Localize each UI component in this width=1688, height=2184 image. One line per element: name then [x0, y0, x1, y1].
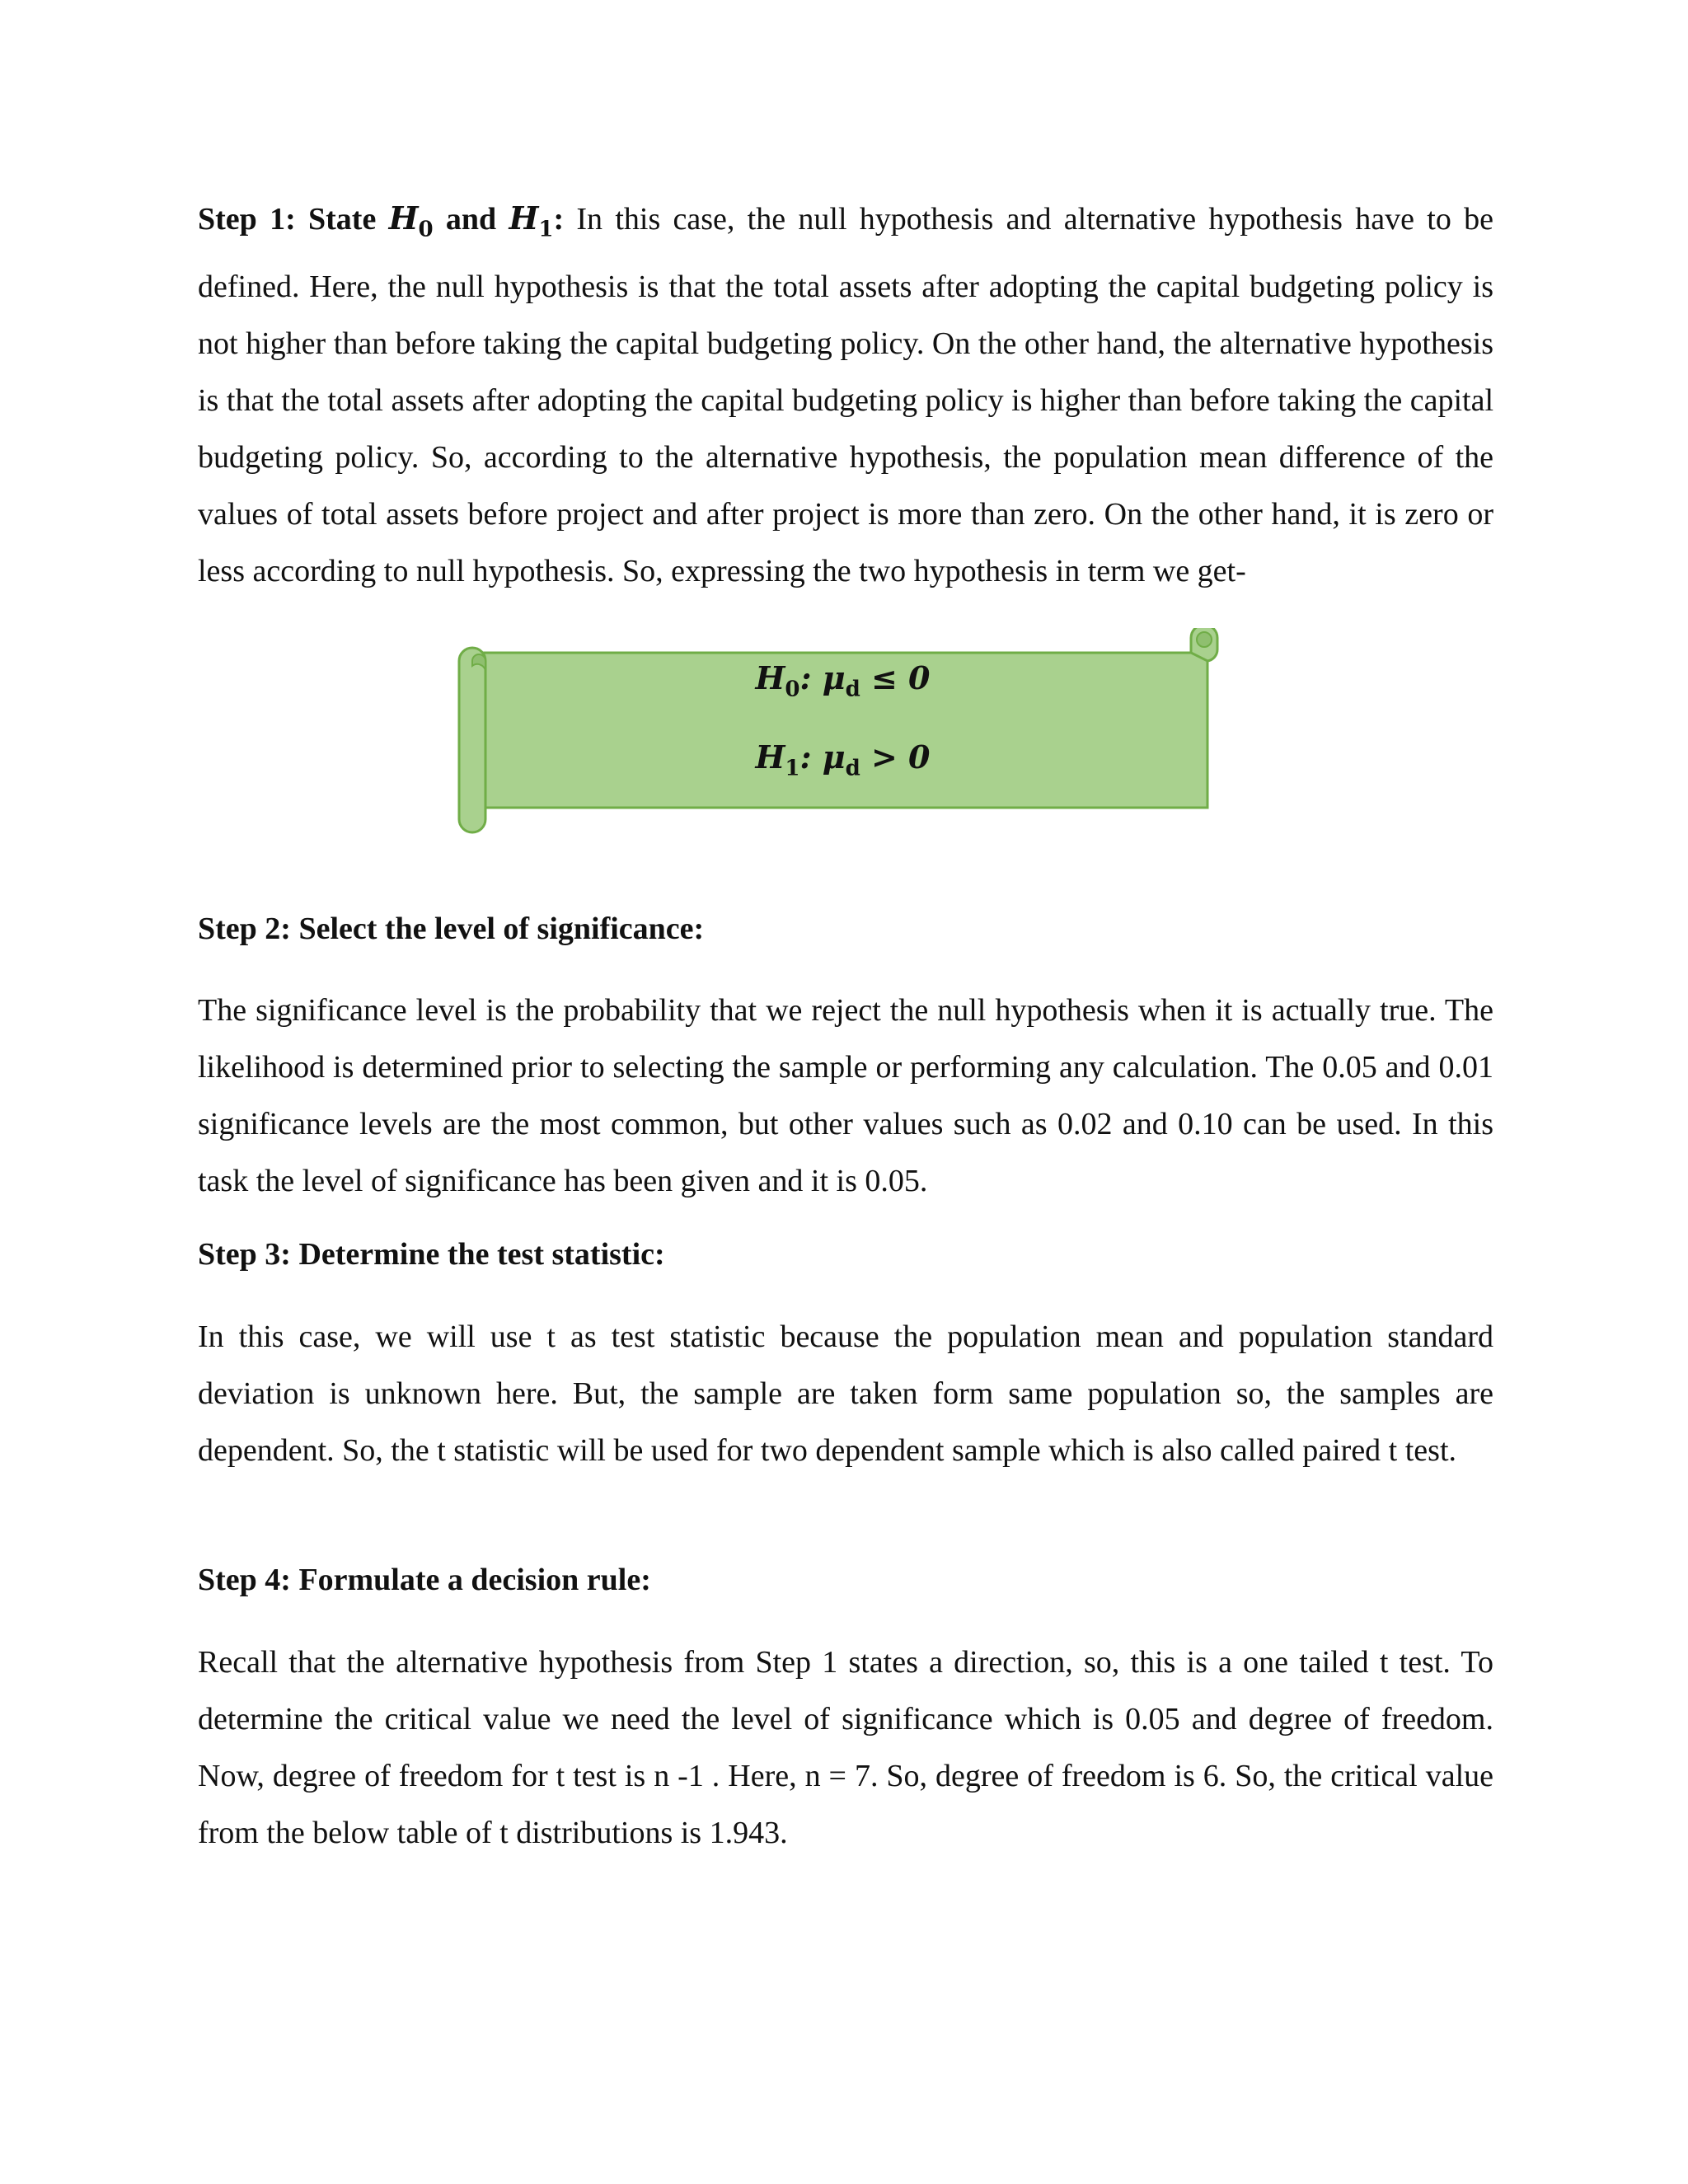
- step2-body: The significance level is the probability that we reject the null hypothesis when it is actually true. The likelihood is determined prior to selecting the sample or performing any calculation. The 0.05 and 0.01 significance levels are the most common, but other values such as 0.02 and 0.10 can be used. In this task the level of significance has been given and it is 0.05.: [198, 993, 1493, 1198]
- step1-heading-prefix: Step 1: State: [198, 202, 389, 237]
- alt-hyp-relation: > 0: [860, 738, 931, 776]
- step2-heading: Step 2: Select the level of significance:: [198, 912, 705, 946]
- null-hyp-mu-sub: d: [845, 677, 860, 702]
- step1-h0-letter: H: [388, 199, 419, 237]
- alt-hyp-sub: 1: [785, 756, 800, 781]
- scroll-right-curl-inner: [1197, 632, 1212, 647]
- null-hyp-var: H: [755, 659, 785, 696]
- null-hyp-mu: : μ: [799, 659, 846, 696]
- null-hypothesis: [457, 659, 1228, 702]
- null-hyp-sub: 0: [785, 677, 800, 702]
- step3-heading: Step 3: Determine the test statistic:: [198, 1237, 665, 1272]
- step3-body: In this case, we will use t as test statistic because the population mean and population standard deviation is unknown here. But, the sample are taken form same population so, the samples are dependent. So, the t statistic will be used for two dependent sample which is also called paired t test.: [198, 1319, 1493, 1468]
- alt-hyp-var: H: [755, 738, 785, 776]
- step1-h1-symbol: [509, 199, 554, 242]
- step1-body: In this case, the null hypothesis and alternative hypothesis have to be defined. Here, the null hypothesis is that the total assets after adopting the capital budgeting policy is not higher than before taking the capital budgeting policy. On the other hand, the alternative hypothesis is that the total assets after adopting the capital budgeting policy is higher than before taking the capital budgeting policy. So, according to the alternative hypothesis, the population mean difference of the values of total assets before project and after project is more than zero. On the other hand, it is zero or less according to null hypothesis. So, expressing the two hypothesis in term we get-: [198, 202, 1493, 588]
- step1-heading: [198, 199, 565, 242]
- hypothesis-scroll-banner: [457, 628, 1228, 834]
- step1-colon: :: [553, 202, 565, 237]
- step1-h1-subscript: 1: [538, 217, 554, 242]
- alt-hyp-mu-sub: d: [845, 756, 860, 781]
- step1-h0-symbol: [388, 199, 434, 242]
- step4-body: Recall that the alternative hypothesis from Step 1 states a direction, so, this is a one tailed t test. To determine the critical value we need the level of significance which is 0.05 and degree of freedom. Now, degree of freedom for t test is n -1 . Here, n = 7. So, degree of freedom is 6. So, the critical value from the below table of t distributions is 1.943.: [198, 1645, 1493, 1850]
- step1-and: and: [433, 202, 509, 237]
- step1-paragraph: [198, 190, 1493, 600]
- alternative-hypothesis: [457, 738, 1228, 781]
- alt-hyp-mu: : μ: [799, 738, 846, 776]
- step1-h1-letter: H: [509, 199, 539, 237]
- step4-heading: Step 4: Formulate a decision rule:: [198, 1563, 651, 1597]
- null-hyp-relation: ≤ 0: [860, 659, 931, 696]
- step1-h0-subscript: 0: [418, 217, 434, 242]
